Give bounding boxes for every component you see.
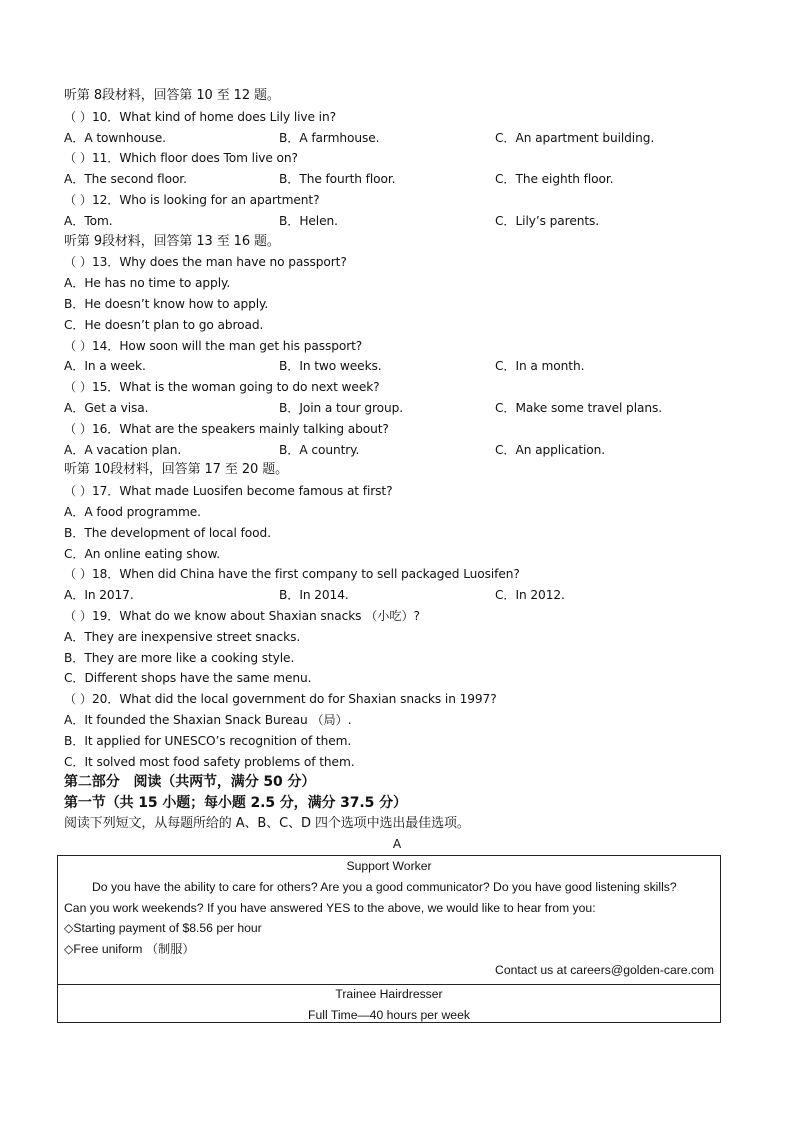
ad-title: Trainee Hairdresser — [335, 987, 443, 1001]
option: A．Tom. — [64, 213, 113, 228]
question: （ ）19．What do we know about Shaxian snacks （小吃）? — [64, 608, 420, 623]
option: C．Make some travel plans. — [495, 400, 662, 415]
reading-header — [64, 772, 724, 855]
option-row — [64, 398, 724, 419]
option-row — [64, 211, 724, 232]
option: C．Different shops have the same menu. — [64, 671, 312, 686]
option: B．It applied for UNESCO’s recognition of them. — [64, 733, 352, 748]
option: A．In a week. — [64, 359, 146, 374]
question: （ ）15．What is the woman going to do next week? — [64, 380, 380, 395]
option: B．Join a tour group. — [279, 400, 404, 415]
option: C．Lily’s parents. — [495, 213, 600, 228]
option-row — [64, 128, 724, 149]
instruction: 阅读下列短文，从每题所给的 A、B、C、D 四个选项中选出最佳选项。 — [64, 815, 470, 831]
listening-section — [64, 86, 724, 772]
option: A．They are inexpensive street snacks. — [64, 629, 301, 644]
option: A．A food programme. — [64, 504, 201, 519]
option: A．A vacation plan. — [64, 442, 182, 457]
option: C．It solved most food safety problems of them. — [64, 754, 355, 769]
option: C．The eighth floor. — [495, 172, 614, 187]
question: （ ）16．What are the speakers mainly talking about? — [64, 421, 389, 436]
option: B．Helen. — [279, 213, 338, 228]
option: B．The development of local food. — [64, 525, 271, 540]
option: C．In a month. — [495, 359, 585, 374]
option: B．A farmhouse. — [279, 130, 380, 145]
ad-title: Support Worker — [346, 859, 432, 873]
option: B．He doesn’t know how to apply. — [64, 296, 269, 311]
question: （ ）17．What made Luosifen become famous at first? — [64, 484, 393, 499]
question: （ ）10．What kind of home does Lily live in? — [64, 109, 336, 124]
option: B．In 2014. — [279, 588, 349, 603]
ad-table — [57, 855, 721, 1023]
option: A．A townhouse. — [64, 130, 166, 145]
ad-bullet: ◇Starting payment of $8.56 per hour — [64, 921, 262, 936]
option: C．An online eating show. — [64, 546, 221, 561]
question: （ ）18．When did China have the first company to sell packaged Luosifen? — [64, 567, 520, 582]
question: （ ）14．How soon will the man get his passport? — [64, 338, 363, 353]
option: C．He doesn’t plan to go abroad. — [64, 317, 264, 332]
part-title: 第二部分 阅读（共两节，满分 50 分） — [64, 774, 316, 790]
option: A．In 2017. — [64, 588, 134, 603]
question: （ ）11．Which floor does Tom live on? — [64, 151, 298, 166]
passage-label: A — [392, 837, 402, 852]
question: （ ）13．Why does the man have no passport? — [64, 255, 347, 270]
option: A．It founded the Shaxian Snack Bureau （局）. — [64, 712, 352, 727]
material-heading: 听第 9段材料，回答第 13 至 16 题。 — [64, 233, 280, 249]
ad-contact: Contact us at careers@golden-care.com — [495, 962, 714, 977]
section-title: 第一节（共 15 小题；每小题 2.5 分，满分 37.5 分） — [64, 794, 407, 811]
option: A．He has no time to apply. — [64, 276, 231, 291]
option: C．An apartment building. — [495, 130, 655, 145]
ad-support-worker — [58, 856, 720, 985]
ad-bullet: ◇Free uniform （制服） — [64, 942, 195, 957]
ad-subtitle: Full Time—40 hours per week — [308, 1007, 470, 1022]
ad-text-line: Do you have the ability to care for others? Are you a good communicator? Do you have good listening skills? — [92, 879, 677, 894]
ad-text-line: Can you work weekends? If you have answered YES to the above, we would like to hear from you: — [64, 900, 596, 915]
option: B．The fourth floor. — [279, 172, 396, 187]
question: （ ）12．Who is looking for an apartment? — [64, 192, 320, 207]
option: C．An application. — [495, 442, 606, 457]
ad-trainee-hairdresser — [58, 984, 720, 1026]
option: B．In two weeks. — [279, 359, 382, 374]
material-heading: 听第 8段材料，回答第 10 至 12 题。 — [64, 88, 280, 103]
option: C．In 2012. — [495, 588, 565, 603]
option: A．Get a visa. — [64, 400, 149, 415]
option: B．A country. — [279, 442, 360, 457]
option: B．They are more like a cooking style. — [64, 650, 295, 665]
option-row — [64, 440, 724, 461]
question: （ ）20．What did the local government do for Shaxian snacks in 1997? — [64, 692, 497, 707]
option: A．The second floor. — [64, 172, 187, 187]
material-heading: 听第 10段材料，回答第 17 至 20 题。 — [64, 462, 288, 478]
option-row — [64, 585, 724, 606]
option-row — [64, 169, 724, 190]
option-row — [64, 356, 724, 377]
